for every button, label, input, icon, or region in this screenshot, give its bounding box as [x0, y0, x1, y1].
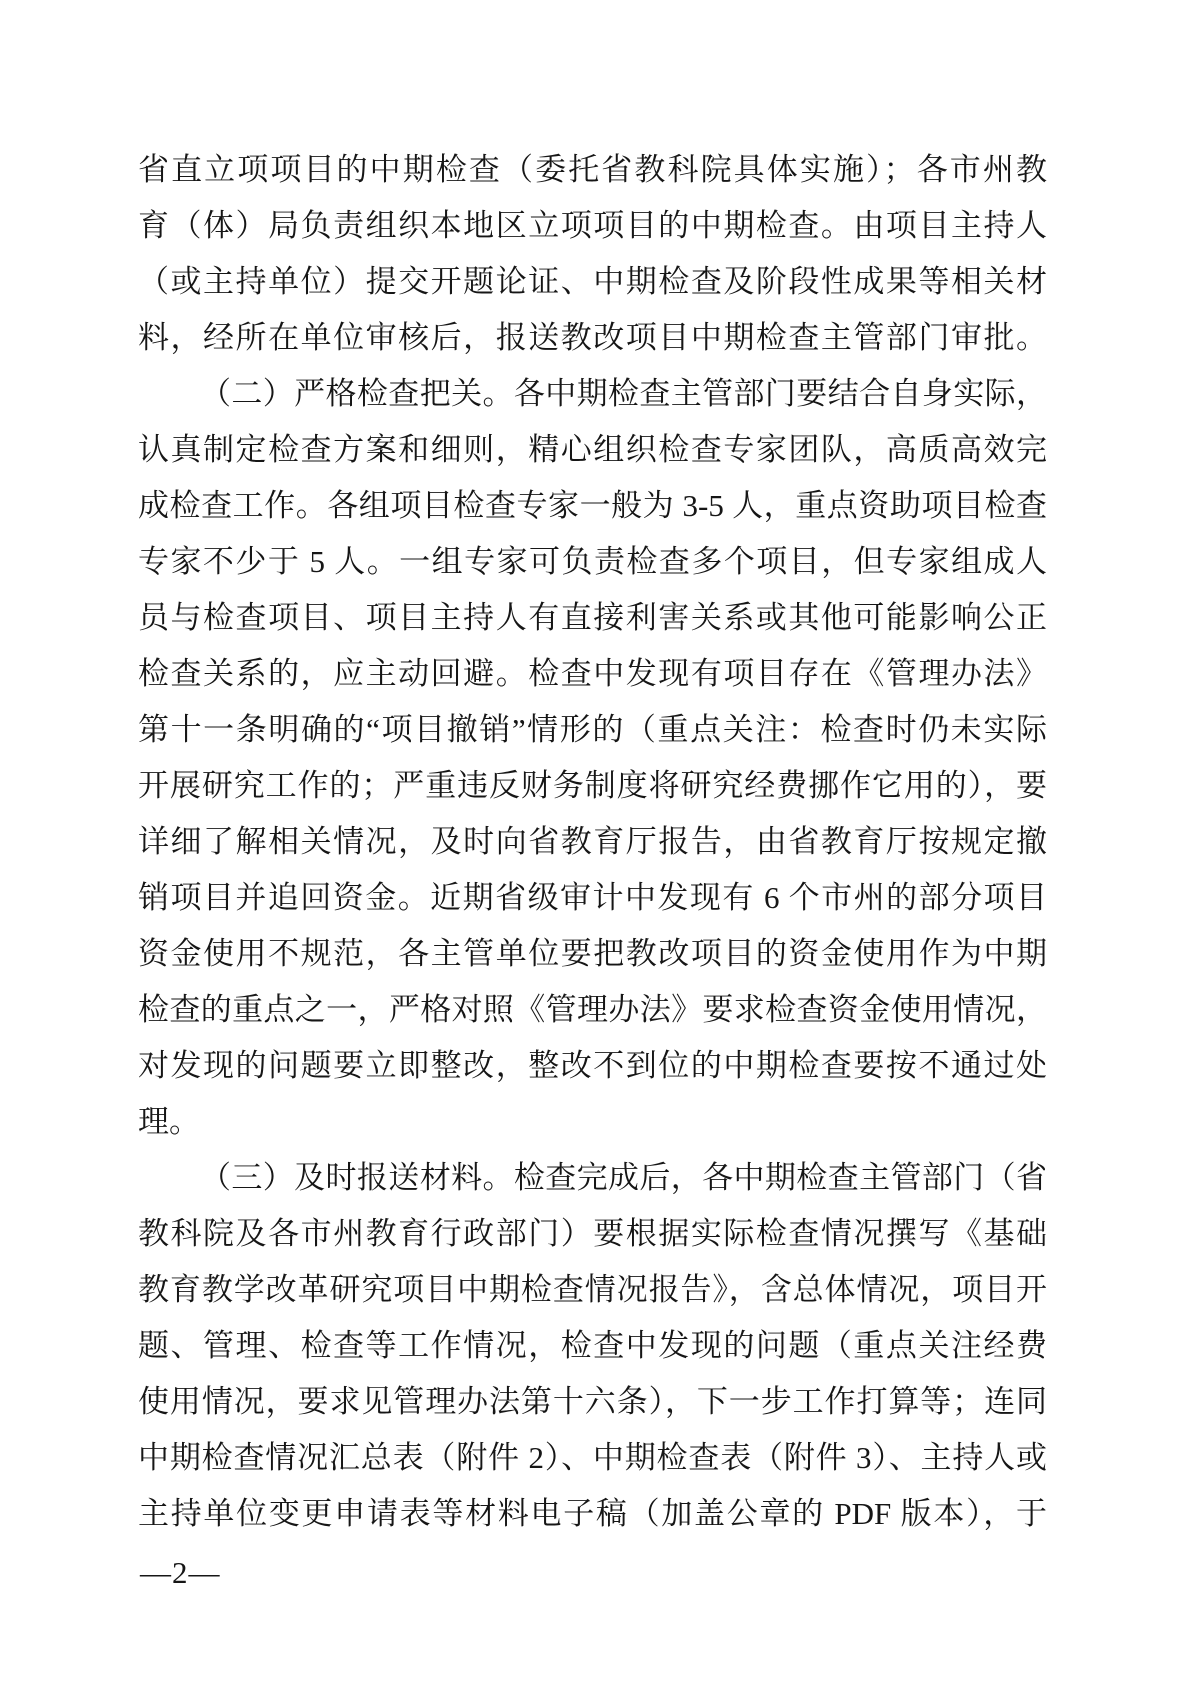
text-line: （或主持单位）提交开题论证、中期检查及阶段性成果等相关材 — [138, 264, 1047, 299]
text-line: （三）及时报送材料。检查完成后，各中期检查主管部门（省 — [200, 1160, 1047, 1195]
text-line: 育（体）局负责组织本地区立项项目的中期检查。由项目主持人 — [138, 208, 1047, 243]
text-line: 理。 — [138, 1104, 200, 1139]
text-line: 使用情况，要求见管理办法第十六条），下一步工作打算等；连同 — [138, 1384, 1047, 1419]
text-line: 省直立项项目的中期检查（委托省教科院具体实施）；各市州教 — [138, 152, 1047, 187]
text-line: 销项目并追回资金。近期省级审计中发现有 6 个市州的部分项目 — [138, 880, 1047, 915]
text-line: 成检查工作。各组项目检查专家一般为 3-5 人，重点资助项目检查 — [138, 488, 1047, 523]
text-line: 专家不少于 5 人。一组专家可负责检查多个项目，但专家组成人 — [138, 544, 1047, 579]
paragraph — [138, 1150, 1047, 1542]
document-body — [138, 142, 1047, 1542]
text-line: 检查的重点之一，严格对照《管理办法》要求检查资金使用情况， — [138, 992, 1047, 1027]
text-line: 对发现的问题要立即整改，整改不到位的中期检查要按不通过处 — [138, 1048, 1047, 1083]
text-line: 资金使用不规范，各主管单位要把教改项目的资金使用作为中期 — [138, 936, 1047, 971]
text-line: 检查关系的，应主动回避。检查中发现有项目存在《管理办法》 — [138, 656, 1047, 691]
text-line: 教科院及各市州教育行政部门）要根据实际检查情况撰写《基础 — [138, 1216, 1047, 1251]
paragraph — [138, 142, 1047, 366]
text-line: 详细了解相关情况，及时向省教育厅报告，由省教育厅按规定撤 — [138, 824, 1047, 859]
text-line: 员与检查项目、项目主持人有直接利害关系或其他可能影响公正 — [138, 600, 1047, 635]
paragraph — [138, 366, 1047, 1150]
text-line: 第十一条明确的“项目撤销”情形的（重点关注：检查时仍未实际 — [138, 712, 1047, 747]
text-line: 教育教学改革研究项目中期检查情况报告》，含总体情况，项目开 — [138, 1272, 1047, 1307]
text-line: 题、管理、检查等工作情况，检查中发现的问题（重点关注经费 — [138, 1328, 1047, 1363]
text-line: 主持单位变更申请表等材料电子稿（加盖公章的 PDF 版本），于 — [138, 1496, 1047, 1531]
text-line: 开展研究工作的；严重违反财务制度将研究经费挪作它用的），要 — [138, 768, 1047, 803]
text-line: （二）严格检查把关。各中期检查主管部门要结合自身实际， — [200, 376, 1047, 411]
text-line: 料，经所在单位审核后，报送教改项目中期检查主管部门审批。 — [138, 320, 1047, 355]
text-line: 中期检查情况汇总表（附件 2）、中期检查表（附件 3）、主持人或 — [138, 1440, 1047, 1475]
page-number: —2— — [140, 1555, 221, 1590]
text-line: 认真制定检查方案和细则，精心组织检查专家团队，高质高效完 — [138, 432, 1047, 467]
